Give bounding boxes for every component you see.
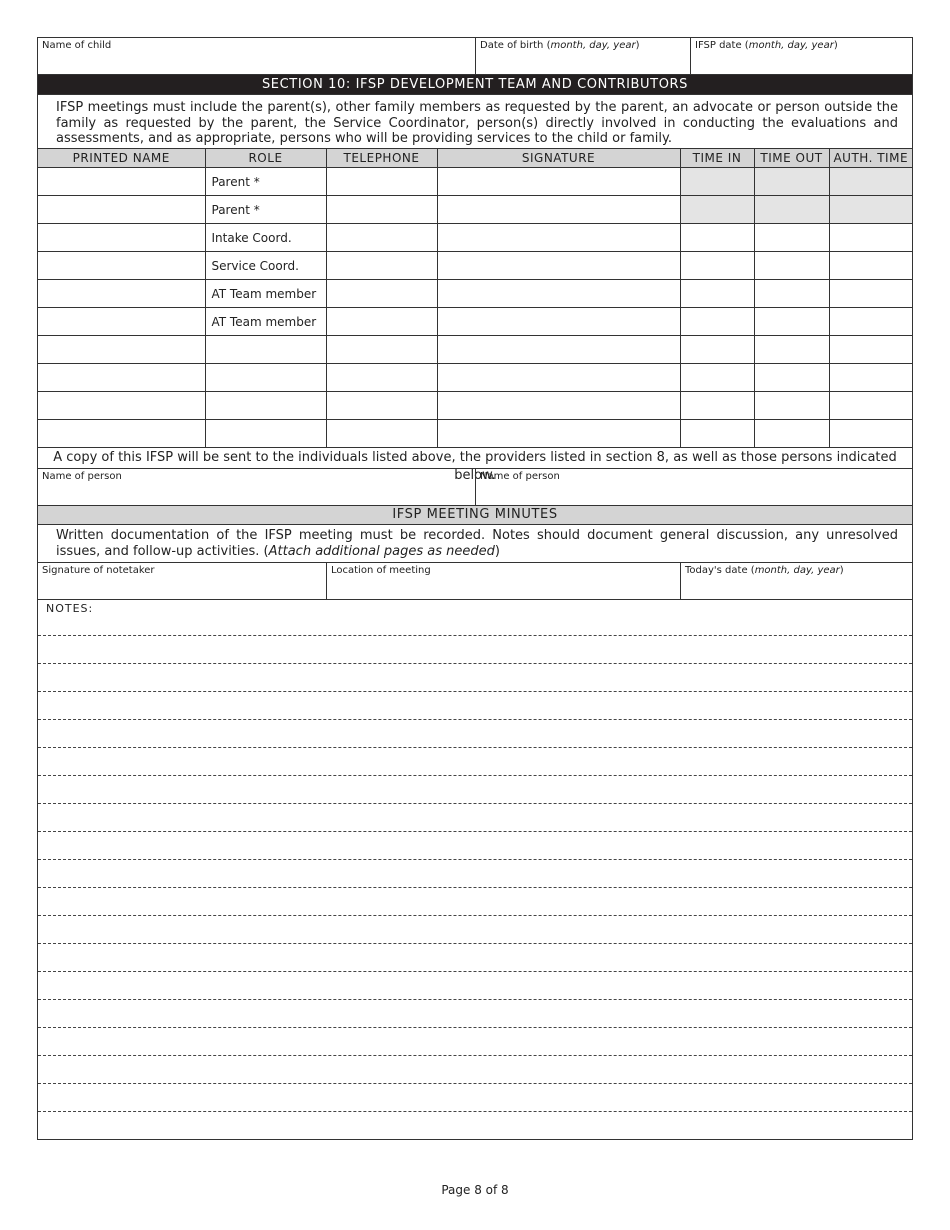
copy-distribution-notice: A copy of this IFSP will be sent to the individuals listed above, the providers listed in section 8, as well as those persons indicated below. bbox=[38, 448, 912, 469]
printed-name-cell[interactable] bbox=[38, 392, 205, 420]
role-cell: Parent * bbox=[205, 196, 326, 224]
time-in-cell[interactable] bbox=[680, 280, 754, 308]
role-cell[interactable] bbox=[205, 364, 326, 392]
todays-date-label: Today's date (month, day, year) bbox=[685, 565, 844, 576]
notetaker-label: Signature of notetaker bbox=[42, 565, 155, 576]
signature-cell[interactable] bbox=[437, 168, 680, 196]
time-out-cell[interactable] bbox=[754, 308, 829, 336]
telephone-cell[interactable] bbox=[326, 364, 437, 392]
ifsp-form-page bbox=[37, 37, 913, 1140]
col-printed-name: PRINTED NAME bbox=[38, 149, 205, 168]
printed-name-cell[interactable] bbox=[38, 196, 205, 224]
signature-cell[interactable] bbox=[437, 280, 680, 308]
notes-line bbox=[38, 747, 912, 748]
ifsp-date-field[interactable] bbox=[691, 38, 912, 74]
table-row bbox=[38, 168, 912, 196]
role-cell: AT Team member bbox=[205, 308, 326, 336]
auth-time-cell[interactable] bbox=[829, 392, 912, 420]
table-row bbox=[38, 392, 912, 420]
time-out-cell[interactable] bbox=[754, 280, 829, 308]
signature-cell[interactable] bbox=[437, 364, 680, 392]
col-auth-time: AUTH. TIME bbox=[829, 149, 912, 168]
notes-line bbox=[38, 803, 912, 804]
printed-name-cell[interactable] bbox=[38, 420, 205, 448]
notes-line bbox=[38, 999, 912, 1000]
telephone-cell[interactable] bbox=[326, 196, 437, 224]
telephone-cell[interactable] bbox=[326, 308, 437, 336]
time-in-cell[interactable] bbox=[680, 252, 754, 280]
signature-cell[interactable] bbox=[437, 196, 680, 224]
child-name-label: Name of child bbox=[42, 40, 112, 51]
time-in-cell[interactable] bbox=[680, 224, 754, 252]
table-row bbox=[38, 196, 912, 224]
name-of-person-label: Name of person bbox=[480, 471, 560, 482]
time-in-cell[interactable] bbox=[680, 420, 754, 448]
table-row bbox=[38, 280, 912, 308]
col-time-in: TIME IN bbox=[680, 149, 754, 168]
section-10-intro: IFSP meetings must include the parent(s), other family members as requested by the parent, an advocate or person outside the family as requested by the parent, the Service Coordinator, person(s) directly involved in conducting the evaluations and assessments, and as appropriate, persons who will be providing services to the child or family. bbox=[38, 95, 912, 149]
notes-area[interactable] bbox=[38, 600, 912, 1139]
role-cell[interactable] bbox=[205, 392, 326, 420]
notes-label: NOTES: bbox=[46, 602, 94, 615]
signature-cell[interactable] bbox=[437, 308, 680, 336]
meeting-location-field[interactable] bbox=[327, 563, 681, 599]
child-info-row bbox=[38, 38, 912, 75]
notes-line bbox=[38, 691, 912, 692]
role-cell[interactable] bbox=[205, 336, 326, 364]
auth-time-cell[interactable] bbox=[829, 252, 912, 280]
notes-line bbox=[38, 635, 912, 636]
team-table-header bbox=[38, 149, 912, 168]
page-number: Page 8 of 8 bbox=[441, 1183, 509, 1197]
telephone-cell[interactable] bbox=[326, 420, 437, 448]
printed-name-cell[interactable] bbox=[38, 252, 205, 280]
signature-cell[interactable] bbox=[437, 252, 680, 280]
notes-line bbox=[38, 887, 912, 888]
time-out-cell[interactable] bbox=[754, 224, 829, 252]
notes-line bbox=[38, 1083, 912, 1084]
role-cell: Service Coord. bbox=[205, 252, 326, 280]
role-cell: Parent * bbox=[205, 168, 326, 196]
time-in-cell bbox=[680, 168, 754, 196]
notes-line bbox=[38, 859, 912, 860]
telephone-cell[interactable] bbox=[326, 252, 437, 280]
time-out-cell[interactable] bbox=[754, 336, 829, 364]
notes-line bbox=[38, 1111, 912, 1112]
table-row bbox=[38, 252, 912, 280]
col-signature: SIGNATURE bbox=[437, 149, 680, 168]
time-out-cell[interactable] bbox=[754, 392, 829, 420]
table-row bbox=[38, 336, 912, 364]
printed-name-cell[interactable] bbox=[38, 308, 205, 336]
time-out-cell[interactable] bbox=[754, 252, 829, 280]
auth-time-cell[interactable] bbox=[829, 224, 912, 252]
notes-line bbox=[38, 719, 912, 720]
time-in-cell[interactable] bbox=[680, 364, 754, 392]
notes-line bbox=[38, 971, 912, 972]
minutes-info-row bbox=[38, 563, 912, 600]
printed-name-cell[interactable] bbox=[38, 364, 205, 392]
auth-time-cell[interactable] bbox=[829, 336, 912, 364]
notes-line bbox=[38, 1027, 912, 1028]
notes-line bbox=[38, 831, 912, 832]
signature-cell[interactable] bbox=[437, 420, 680, 448]
col-telephone: TELEPHONE bbox=[326, 149, 437, 168]
auth-time-cell[interactable] bbox=[829, 280, 912, 308]
table-row bbox=[38, 364, 912, 392]
copy-recipients-row bbox=[38, 469, 912, 506]
col-role: ROLE bbox=[205, 149, 326, 168]
notes-line bbox=[38, 915, 912, 916]
name-of-person-field-left[interactable] bbox=[38, 469, 476, 505]
child-name-field[interactable] bbox=[38, 38, 476, 74]
name-of-person-field-right[interactable] bbox=[476, 469, 912, 505]
meeting-minutes-intro: Written documentation of the IFSP meeting must be recorded. Notes should document general discussion, any unresolved issues, and follow-up activities. (Attach additional pages as needed) bbox=[38, 525, 912, 563]
auth-time-cell[interactable] bbox=[829, 308, 912, 336]
team-contributors-table bbox=[38, 149, 912, 448]
telephone-cell[interactable] bbox=[326, 336, 437, 364]
ifsp-date-label: IFSP date (month, day, year) bbox=[695, 40, 838, 51]
auth-time-cell[interactable] bbox=[829, 364, 912, 392]
notes-line bbox=[38, 943, 912, 944]
printed-name-cell[interactable] bbox=[38, 168, 205, 196]
telephone-cell[interactable] bbox=[326, 392, 437, 420]
date-of-birth-field[interactable] bbox=[476, 38, 691, 74]
time-out-cell bbox=[754, 168, 829, 196]
role-cell: Intake Coord. bbox=[205, 224, 326, 252]
time-out-cell[interactable] bbox=[754, 364, 829, 392]
time-in-cell[interactable] bbox=[680, 308, 754, 336]
auth-time-cell[interactable] bbox=[829, 420, 912, 448]
notetaker-signature-field[interactable] bbox=[38, 563, 327, 599]
telephone-cell[interactable] bbox=[326, 224, 437, 252]
role-cell[interactable] bbox=[205, 420, 326, 448]
time-out-cell[interactable] bbox=[754, 420, 829, 448]
col-time-out: TIME OUT bbox=[754, 149, 829, 168]
notes-line bbox=[38, 775, 912, 776]
signature-cell[interactable] bbox=[437, 392, 680, 420]
printed-name-cell[interactable] bbox=[38, 224, 205, 252]
printed-name-cell[interactable] bbox=[38, 336, 205, 364]
auth-time-cell bbox=[829, 168, 912, 196]
auth-time-cell bbox=[829, 196, 912, 224]
meeting-minutes-title: IFSP MEETING MINUTES bbox=[38, 506, 912, 525]
time-in-cell[interactable] bbox=[680, 392, 754, 420]
section-10-title: SECTION 10: IFSP DEVELOPMENT TEAM AND CONTRIBUTORS bbox=[38, 75, 912, 95]
time-in-cell bbox=[680, 196, 754, 224]
notes-line bbox=[38, 663, 912, 664]
role-cell: AT Team member bbox=[205, 280, 326, 308]
signature-cell[interactable] bbox=[437, 224, 680, 252]
table-row bbox=[38, 224, 912, 252]
date-of-birth-label: Date of birth (month, day, year) bbox=[480, 40, 640, 51]
time-out-cell bbox=[754, 196, 829, 224]
telephone-cell[interactable] bbox=[326, 280, 437, 308]
printed-name-cell[interactable] bbox=[38, 280, 205, 308]
location-label: Location of meeting bbox=[331, 565, 431, 576]
table-row bbox=[38, 308, 912, 336]
notes-line bbox=[38, 1055, 912, 1056]
telephone-cell[interactable] bbox=[326, 168, 437, 196]
table-row bbox=[38, 420, 912, 448]
signature-cell[interactable] bbox=[437, 336, 680, 364]
name-of-person-label: Name of person bbox=[42, 471, 122, 482]
time-in-cell[interactable] bbox=[680, 336, 754, 364]
todays-date-field[interactable] bbox=[681, 563, 912, 599]
